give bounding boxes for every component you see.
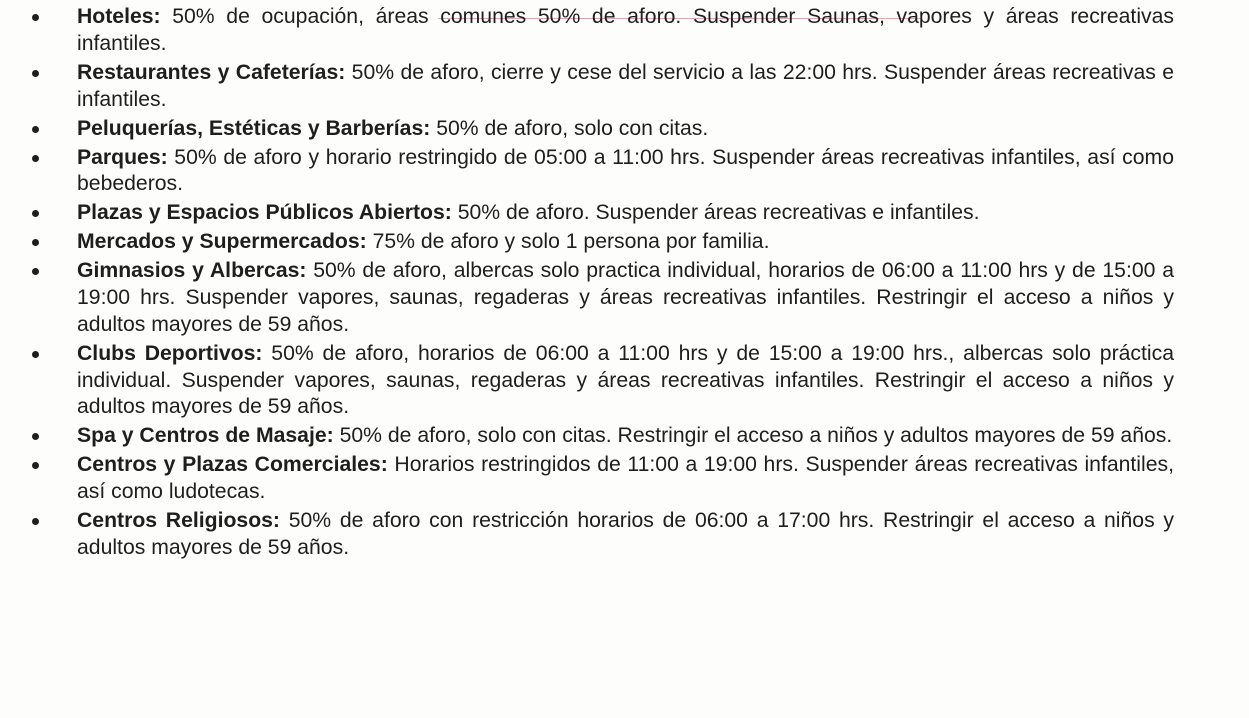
- bullet-icon: [32, 14, 39, 21]
- item-term: Centros y Plazas Comerciales:: [77, 453, 388, 477]
- bullet-icon: [32, 462, 39, 469]
- bullet-icon: [32, 239, 39, 246]
- list-item: [0, 145, 1249, 199]
- item-term: Plazas y Espacios Públicos Abiertos:: [77, 201, 452, 225]
- item-text: Horarios restringidos de 11:00 a 19:00 hrs. Suspender áreas recreativas infantiles, así como ludotecas.: [77, 453, 1174, 504]
- list-item: [0, 116, 1249, 143]
- bullet-icon: [32, 155, 39, 162]
- list-item: [0, 60, 1249, 114]
- item-text: 50% de aforo, horarios de 06:00 a 11:00 hrs y de 15:00 a 19:00 hrs., albercas solo práctica individual. Suspender vapores, saunas, regaderas y áreas recreativas infantiles. Restringir el acceso a niños y adultos mayores de 59 años.: [77, 341, 1174, 419]
- restrictions-list: [0, 4, 1249, 564]
- bullet-icon: [32, 126, 39, 133]
- item-term: Centros Religiosos:: [77, 509, 280, 533]
- bullet-icon: [32, 518, 39, 525]
- list-item: [0, 508, 1249, 562]
- bullet-icon: [32, 351, 39, 358]
- item-text: 50% de aforo. Suspender áreas recreativas e infantiles.: [451, 201, 980, 225]
- item-term: Parques:: [77, 145, 168, 169]
- list-item: [0, 4, 1249, 58]
- bullet-icon: [32, 433, 39, 440]
- item-term: Hoteles:: [77, 5, 161, 28]
- item-text: 50% de aforo con restricción horarios de 06:00 a 17:00 hrs. Restringir el acceso a niños y adultos mayores de 59 años.: [77, 509, 1174, 560]
- list-item: [0, 423, 1249, 450]
- item-text: 50% de aforo, albercas solo practica individual, horarios de 06:00 a 11:00 hrs y de 15:00 a 19:00 hrs. Suspender vapores, saunas, regaderas y áreas recreativas infantiles. Restringir el acceso a niños y adultos mayores de 59 años.: [77, 259, 1174, 336]
- list-item: [0, 229, 1249, 256]
- item-term: Gimnasios y Albercas:: [77, 259, 307, 283]
- item-term: Restaurantes y Cafeterías:: [77, 60, 346, 84]
- item-term: Clubs Deportivos:: [77, 341, 263, 365]
- list-item: [0, 341, 1249, 421]
- item-text: 50% de aforo y horario restringido de 05:00 a 11:00 hrs. Suspender áreas recreativas infantiles, así como bebederos.: [77, 145, 1174, 196]
- bullet-icon: [32, 210, 39, 217]
- item-text: 50% de ocupación, áreas comunes 50% de aforo. Suspender Saunas, vapores y áreas recreativas infantiles.: [77, 5, 1174, 55]
- item-text: 50% de aforo, solo con citas.: [430, 116, 709, 140]
- item-text: 75% de aforo y solo 1 persona por familia.: [366, 230, 770, 254]
- item-term: Spa y Centros de Masaje:: [77, 424, 334, 448]
- item-text: 50% de aforo, cierre y cese del servicio a las 22:00 hrs. Suspender áreas recreativas e infantiles.: [77, 60, 1174, 111]
- list-item: [0, 258, 1249, 338]
- item-term: Mercados y Supermercados:: [77, 230, 367, 254]
- list-item: [0, 452, 1249, 506]
- bullet-icon: [32, 268, 39, 275]
- list-item: [0, 200, 1249, 227]
- item-term: Peluquerías, Estéticas y Barberías:: [77, 116, 431, 140]
- bullet-icon: [32, 70, 39, 77]
- item-text: 50% de aforo, solo con citas. Restringir el acceso a niños y adultos mayores de 59 años.: [333, 424, 1173, 448]
